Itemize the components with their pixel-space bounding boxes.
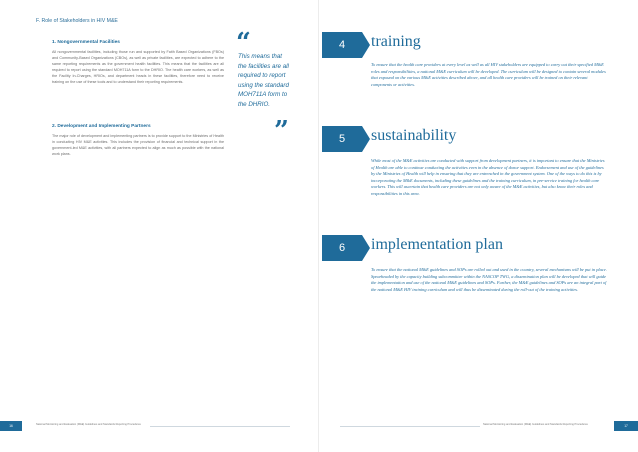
footer-divider [340, 426, 480, 427]
close-quote-icon: ” [274, 116, 289, 146]
block-heading: 2. Development and Implementing Partners [52, 124, 151, 129]
section-number-tab [322, 126, 362, 152]
block-heading: 1. Nongovernmental Facilities [52, 40, 120, 45]
block-text: The major role of development and implementing partners is to provide support to the Ministries of Health in conducting HIV M&E activities. This includes the provision of financial and technical support in the government-led M&E activities, with all partners expected to align as much as possible with the national work plans. [52, 134, 224, 157]
page-number-badge [0, 421, 22, 431]
page-number-badge [614, 421, 638, 431]
section-number: 4 [338, 39, 346, 51]
section-heading-sustainability: sustainability [371, 127, 457, 144]
open-quote-icon: “ [236, 28, 251, 58]
development-partners-block [52, 124, 224, 157]
section-text: While most of the M&E activities are conducted with support from development partners, it is important to ensure that the Ministries of Health are able to continue conducting the activities even in the absence of donor support. Endorsement and use of the guidelines by the Ministries of Health will help in ensuring that they are entrenched in the government system. One of the ways to do this is by incorporating the M&E documents, including these guidelines and the training curriculum, in pre-service training for health care workers. This will ascertain that health care providers are not only aware of the M&E activities, but also know their roles and responsibilities in this area. [371, 158, 605, 196]
section-number: 6 [338, 242, 346, 254]
pull-quote [234, 28, 298, 146]
footer-text: National Monitoring and Evaluation (M&E) Guidelines and Standards Reporting Procedures [36, 423, 141, 426]
section-title: F. Role of Stakeholders in HIV M&E [36, 18, 118, 24]
section-text: To ensure that the health care providers at every level as well as all HIV stakeholders are equipped to carry out their specified M&E roles and responsibilities, a national M&E curriculum will be developed. The curriculum will be designed to contain several modules that expound on the various M&E activities described above, and all health care providers will be trained on their relevant components or activities. [371, 62, 606, 87]
quote-text: This means that the facilities are all required to report using the standard MOH711A form to the DHRIO. [238, 53, 289, 108]
section-heading-implementation-plan: implementation plan [371, 236, 503, 253]
page-number: 17 [624, 424, 628, 428]
section-text: To ensure that the national M&E guidelines and SOPs are rolled out and used in the country, several mechanisms will be put in place. Spearheaded by the capacity building subcommittee within the NASCOP TWG, a dissemination plan will be developed that will guide the implementation and use of the national M&E guidelines and SOPs. Further, the M&E guidelines and SOPs are an integral part of the national M&E HIV training curriculum and will thus be disseminated during the roll-out of the training activities. [371, 267, 607, 292]
section-heading-training: training [371, 33, 421, 50]
section-number-tab [322, 32, 362, 58]
section-number-tab [322, 235, 362, 261]
nongovernmental-facilities-block [52, 40, 224, 85]
section-number: 5 [338, 133, 346, 145]
page-number: 16 [9, 424, 13, 428]
footer-divider [150, 426, 290, 427]
footer-text: National Monitoring and Evaluation (M&E) Guidelines and Standards Reporting Procedures [483, 423, 588, 426]
block-text: All nongovernmental facilities, including those run and supported by Faith Based Organizations (FBOs) and Community-Based Organizations (CBOs), as well as private facilities, are expected to adhere to the same reporting requirements as the government health facilities. This means that the facilities are all required to report using the standard MOH711A form to the DHRIO. The health care workers, as well as the Facility In-Charges, HRIOs, and department heads in these facilities, therefore need to receive training on the use of these tools and to understand their reporting requirements. [52, 50, 224, 85]
